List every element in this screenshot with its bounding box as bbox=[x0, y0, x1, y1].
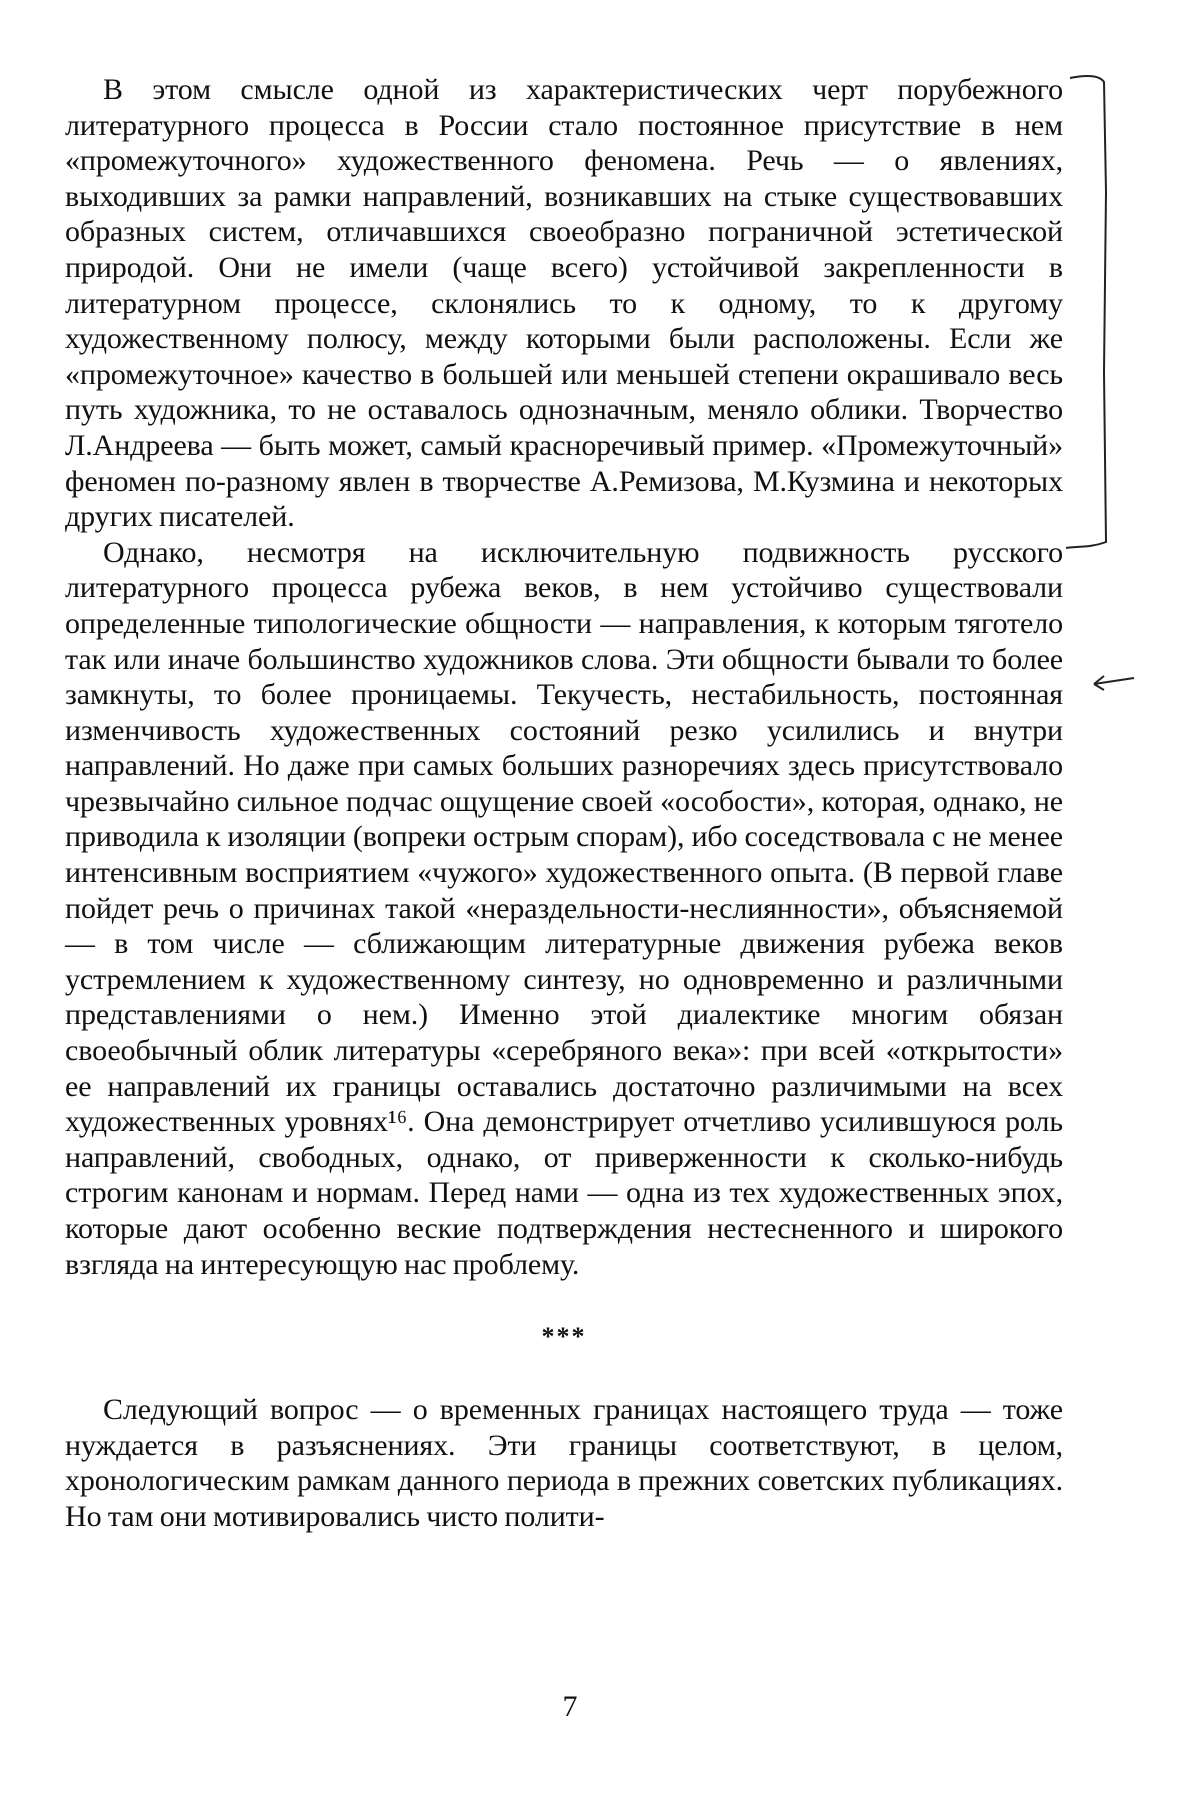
handwritten-arrow-mark bbox=[1090, 668, 1140, 698]
handwritten-bracket-mark bbox=[1060, 72, 1120, 552]
text-column bbox=[65, 72, 1063, 1535]
page-number: 7 bbox=[562, 1690, 578, 1723]
paragraph-1: В этом смысле одной из характеристических черт порубежного литературного процесса в России стало постоянное присутствие в нем «промежуточного» художественного феномена. Речь — о явлениях, выходивших за рамки направлений, возникавших на стыке существовавших образных систем, отличавшихся своеобразно пограничной эстетической природой. Они не имели (чаще всего) устойчивой закрепленности в литературном процессе, склонялись то к одному, то к другому художественному полюсу, между которыми были расположены. Если же «промежуточное» качество в большей или меньшей степени окрашивало весь путь художника, то не оставалось однозначным, меняло облики. Творчество Л.Андреева — быть может, самый красноречивый пример. «Промежуточный» феномен по-разному явлен в творчестве А.Ремизова, М.Кузмина и некоторых других писателей. bbox=[65, 73, 1063, 534]
paragraph-3: Следующий вопрос — о временных границах настоящего труда — тоже нуждается в разъяснениях. Эти границы соответствуют, в целом, хронологическим рамкам данного периода в прежних советских публикациях. Но там они мотивировались чисто полити- bbox=[65, 1393, 1063, 1533]
section-separator: *** bbox=[541, 1322, 587, 1352]
paragraph-2: Однако, несмотря на исключительную подвижность русского литературного процесса рубежа веков, в нем устойчиво существовали определенные типологические общности — направления, к которым тяготело так или иначе большинство художников слова. Эти общности бывали то более замкнуты, то более проницаемы. Текучесть, нестабильность, постоянная изменчивость художественных состояний резко усилились и внутри направлений. Но даже при самых больших разноречиях здесь присутствовало чрезвычайно сильное подчас ощущение своей «особости», которая, однако, не приводила к изоляции (вопреки острым спорам), ибо соседствовала с не менее интенсивным восприятием «чужого» художественного опыта. (В первой главе пойдет речь о причинах такой «нераздельности-неслиянности», объясняемой — в том числе — сближающим литературные движения рубежа веков устремлением к художественному синтезу, но одновременно и различными представлениями о нем.) Именно этой диалектике многим обязан своеобычный облик литературы «серебряного века»: при всей «открытости» ее направлений их границы оставались достаточно различимыми на всех художественных уровнях¹⁶. Она демонстрирует отчетливо усилившуюся роль направлений, свободных, однако, от приверженности к сколько-нибудь строгим канонам и нормам. Перед нами — одна из тех художественных эпох, которые дают особенно веские подтверждения нестесненного и широкого взгляда на интересующую нас проблему. bbox=[65, 535, 1063, 1281]
